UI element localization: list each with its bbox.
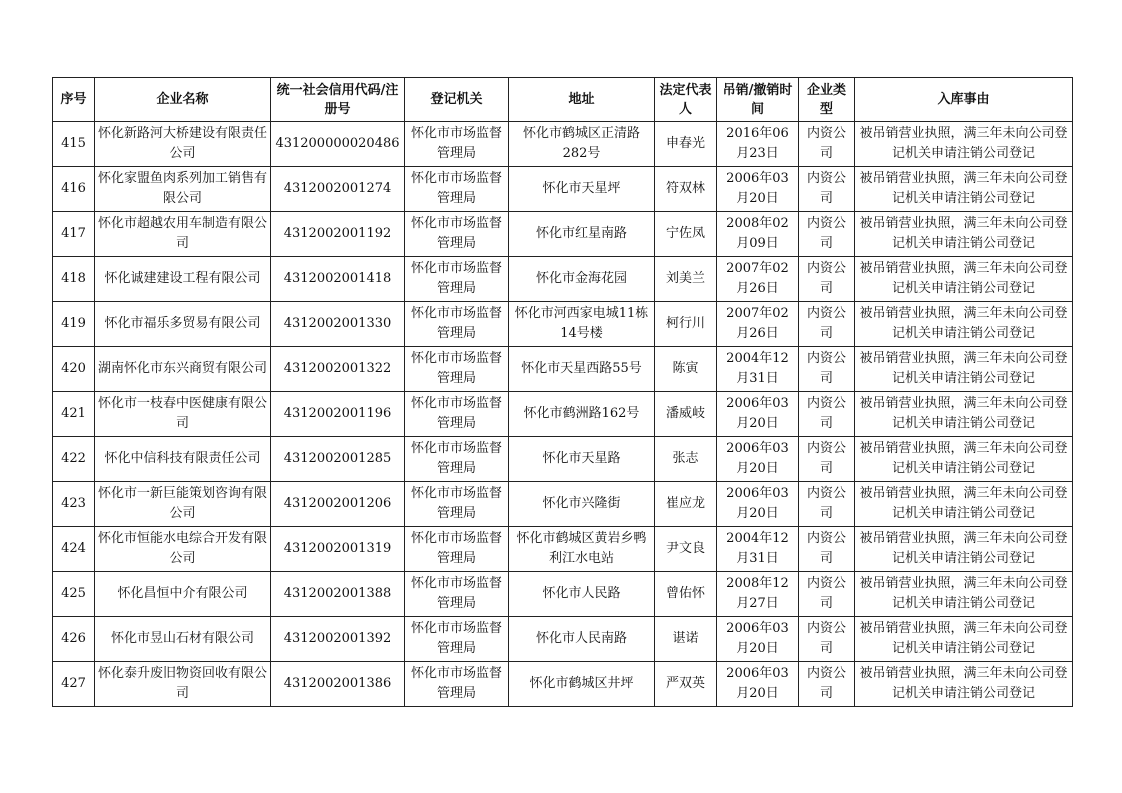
cell-company-name: 怀化市恒能水电综合开发有限公司 [95,527,271,572]
cell-company-name: 怀化昌恒中介有限公司 [95,572,271,617]
cell-no: 422 [53,437,95,482]
table-row [53,662,1073,707]
cell-reason: 被吊销营业执照，满三年未向公司登记机关申请注销公司登记 [855,347,1073,392]
table-row [53,122,1073,167]
cell-credit-code: 4312002001319 [271,527,405,572]
cell-address: 怀化市天星坪 [509,167,655,212]
cell-legal-rep: 谌诺 [655,617,717,662]
cell-no: 425 [53,572,95,617]
cell-authority: 怀化市市场监督管理局 [405,617,509,662]
cell-company-type: 内资公司 [799,482,855,527]
cell-company-type: 内资公司 [799,392,855,437]
cell-revoke-date: 2007年02月26日 [717,257,799,302]
cell-no: 424 [53,527,95,572]
cell-revoke-date: 2006年03月20日 [717,662,799,707]
cell-credit-code: 4312002001322 [271,347,405,392]
cell-reason: 被吊销营业执照，满三年未向公司登记机关申请注销公司登记 [855,662,1073,707]
table-body [53,122,1073,707]
table-row [53,347,1073,392]
cell-no: 415 [53,122,95,167]
cell-company-name: 怀化市超越农用车制造有限公司 [95,212,271,257]
table-row [53,302,1073,347]
cell-company-name: 怀化中信科技有限责任公司 [95,437,271,482]
cell-company-type: 内资公司 [799,122,855,167]
cell-company-name: 怀化新路河大桥建设有限责任公司 [95,122,271,167]
cell-reason: 被吊销营业执照，满三年未向公司登记机关申请注销公司登记 [855,122,1073,167]
cell-legal-rep: 申春光 [655,122,717,167]
cell-no: 416 [53,167,95,212]
cell-legal-rep: 柯行川 [655,302,717,347]
cell-legal-rep: 陈寅 [655,347,717,392]
cell-legal-rep: 曾佑怀 [655,572,717,617]
cell-reason: 被吊销营业执照，满三年未向公司登记机关申请注销公司登记 [855,572,1073,617]
cell-authority: 怀化市市场监督管理局 [405,572,509,617]
cell-no: 427 [53,662,95,707]
table-row [53,572,1073,617]
cell-no: 420 [53,347,95,392]
cell-company-name: 怀化市福乐多贸易有限公司 [95,302,271,347]
cell-company-type: 内资公司 [799,347,855,392]
cell-revoke-date: 2008年12月27日 [717,572,799,617]
header-date: 吊销/撤销时间 [717,78,799,122]
cell-address: 怀化市天星路 [509,437,655,482]
header-row [53,78,1073,122]
cell-legal-rep: 宁佐凤 [655,212,717,257]
cell-credit-code: 431200000020486 [271,122,405,167]
header-type: 企业类型 [799,78,855,122]
table-row [53,617,1073,662]
cell-address: 怀化市鹤城区正清路282号 [509,122,655,167]
cell-company-name: 怀化泰升废旧物资回收有限公司 [95,662,271,707]
cell-authority: 怀化市市场监督管理局 [405,212,509,257]
header-name: 企业名称 [95,78,271,122]
cell-no: 417 [53,212,95,257]
cell-address: 怀化市兴隆街 [509,482,655,527]
cell-address: 怀化市鹤城区黄岩乡鸭利江水电站 [509,527,655,572]
header-address: 地址 [509,78,655,122]
cell-address: 怀化市天星西路55号 [509,347,655,392]
table-row [53,257,1073,302]
cell-revoke-date: 2006年03月20日 [717,482,799,527]
cell-reason: 被吊销营业执照，满三年未向公司登记机关申请注销公司登记 [855,392,1073,437]
cell-company-name: 怀化市一枝春中医健康有限公司 [95,392,271,437]
cell-authority: 怀化市市场监督管理局 [405,122,509,167]
cell-reason: 被吊销营业执照，满三年未向公司登记机关申请注销公司登记 [855,257,1073,302]
cell-credit-code: 4312002001386 [271,662,405,707]
cell-revoke-date: 2006年03月20日 [717,167,799,212]
cell-company-name: 怀化诚建建设工程有限公司 [95,257,271,302]
cell-address: 怀化市红星南路 [509,212,655,257]
cell-credit-code: 4312002001196 [271,392,405,437]
cell-authority: 怀化市市场监督管理局 [405,437,509,482]
cell-reason: 被吊销营业执照，满三年未向公司登记机关申请注销公司登记 [855,617,1073,662]
cell-authority: 怀化市市场监督管理局 [405,527,509,572]
cell-authority: 怀化市市场监督管理局 [405,257,509,302]
table-row [53,212,1073,257]
cell-reason: 被吊销营业执照，满三年未向公司登记机关申请注销公司登记 [855,212,1073,257]
cell-authority: 怀化市市场监督管理局 [405,392,509,437]
cell-no: 418 [53,257,95,302]
header-code: 统一社会信用代码/注册号 [271,78,405,122]
cell-company-type: 内资公司 [799,437,855,482]
cell-company-type: 内资公司 [799,617,855,662]
cell-credit-code: 4312002001285 [271,437,405,482]
cell-address: 怀化市人民南路 [509,617,655,662]
cell-legal-rep: 潘威岐 [655,392,717,437]
cell-company-name: 湖南怀化市东兴商贸有限公司 [95,347,271,392]
cell-company-type: 内资公司 [799,212,855,257]
cell-address: 怀化市人民路 [509,572,655,617]
table-row [53,482,1073,527]
table-row [53,392,1073,437]
cell-no: 426 [53,617,95,662]
cell-revoke-date: 2006年03月20日 [717,617,799,662]
cell-legal-rep: 刘美兰 [655,257,717,302]
cell-legal-rep: 严双英 [655,662,717,707]
header-no: 序号 [53,78,95,122]
table-row [53,437,1073,482]
cell-revoke-date: 2004年12月31日 [717,527,799,572]
cell-legal-rep: 符双林 [655,167,717,212]
cell-revoke-date: 2008年02月09日 [717,212,799,257]
cell-authority: 怀化市市场监督管理局 [405,167,509,212]
cell-no: 423 [53,482,95,527]
cell-legal-rep: 尹文良 [655,527,717,572]
cell-authority: 怀化市市场监督管理局 [405,302,509,347]
cell-revoke-date: 2006年03月20日 [717,392,799,437]
cell-credit-code: 4312002001206 [271,482,405,527]
cell-address: 怀化市金海花园 [509,257,655,302]
cell-reason: 被吊销营业执照，满三年未向公司登记机关申请注销公司登记 [855,167,1073,212]
cell-company-name: 怀化市一新巨能策划咨询有限公司 [95,482,271,527]
cell-reason: 被吊销营业执照，满三年未向公司登记机关申请注销公司登记 [855,437,1073,482]
cell-authority: 怀化市市场监督管理局 [405,662,509,707]
cell-revoke-date: 2004年12月31日 [717,347,799,392]
cell-revoke-date: 2007年02月26日 [717,302,799,347]
cell-legal-rep: 崔应龙 [655,482,717,527]
cell-authority: 怀化市市场监督管理局 [405,482,509,527]
cell-reason: 被吊销营业执照，满三年未向公司登记机关申请注销公司登记 [855,527,1073,572]
cell-revoke-date: 2006年03月20日 [717,437,799,482]
cell-company-name: 怀化家盟鱼肉系列加工销售有限公司 [95,167,271,212]
header-authority: 登记机关 [405,78,509,122]
cell-credit-code: 4312002001330 [271,302,405,347]
cell-credit-code: 4312002001274 [271,167,405,212]
cell-reason: 被吊销营业执照，满三年未向公司登记机关申请注销公司登记 [855,302,1073,347]
cell-credit-code: 4312002001192 [271,212,405,257]
cell-reason: 被吊销营业执照，满三年未向公司登记机关申请注销公司登记 [855,482,1073,527]
cell-no: 419 [53,302,95,347]
cell-credit-code: 4312002001392 [271,617,405,662]
cell-address: 怀化市河西家电城11栋14号楼 [509,302,655,347]
cell-credit-code: 4312002001388 [271,572,405,617]
cell-no: 421 [53,392,95,437]
cell-company-type: 内资公司 [799,572,855,617]
header-rep: 法定代表人 [655,78,717,122]
cell-company-type: 内资公司 [799,167,855,212]
cell-company-type: 内资公司 [799,257,855,302]
revoked-companies-table [52,77,1073,707]
cell-company-type: 内资公司 [799,662,855,707]
cell-address: 怀化市鹤洲路162号 [509,392,655,437]
cell-address: 怀化市鹤城区井坪 [509,662,655,707]
cell-revoke-date: 2016年06月23日 [717,122,799,167]
cell-company-type: 内资公司 [799,302,855,347]
cell-company-type: 内资公司 [799,527,855,572]
table-row [53,167,1073,212]
header-reason: 入库事由 [855,78,1073,122]
cell-legal-rep: 张志 [655,437,717,482]
cell-authority: 怀化市市场监督管理局 [405,347,509,392]
cell-company-name: 怀化市昱山石材有限公司 [95,617,271,662]
table-row [53,527,1073,572]
cell-credit-code: 4312002001418 [271,257,405,302]
